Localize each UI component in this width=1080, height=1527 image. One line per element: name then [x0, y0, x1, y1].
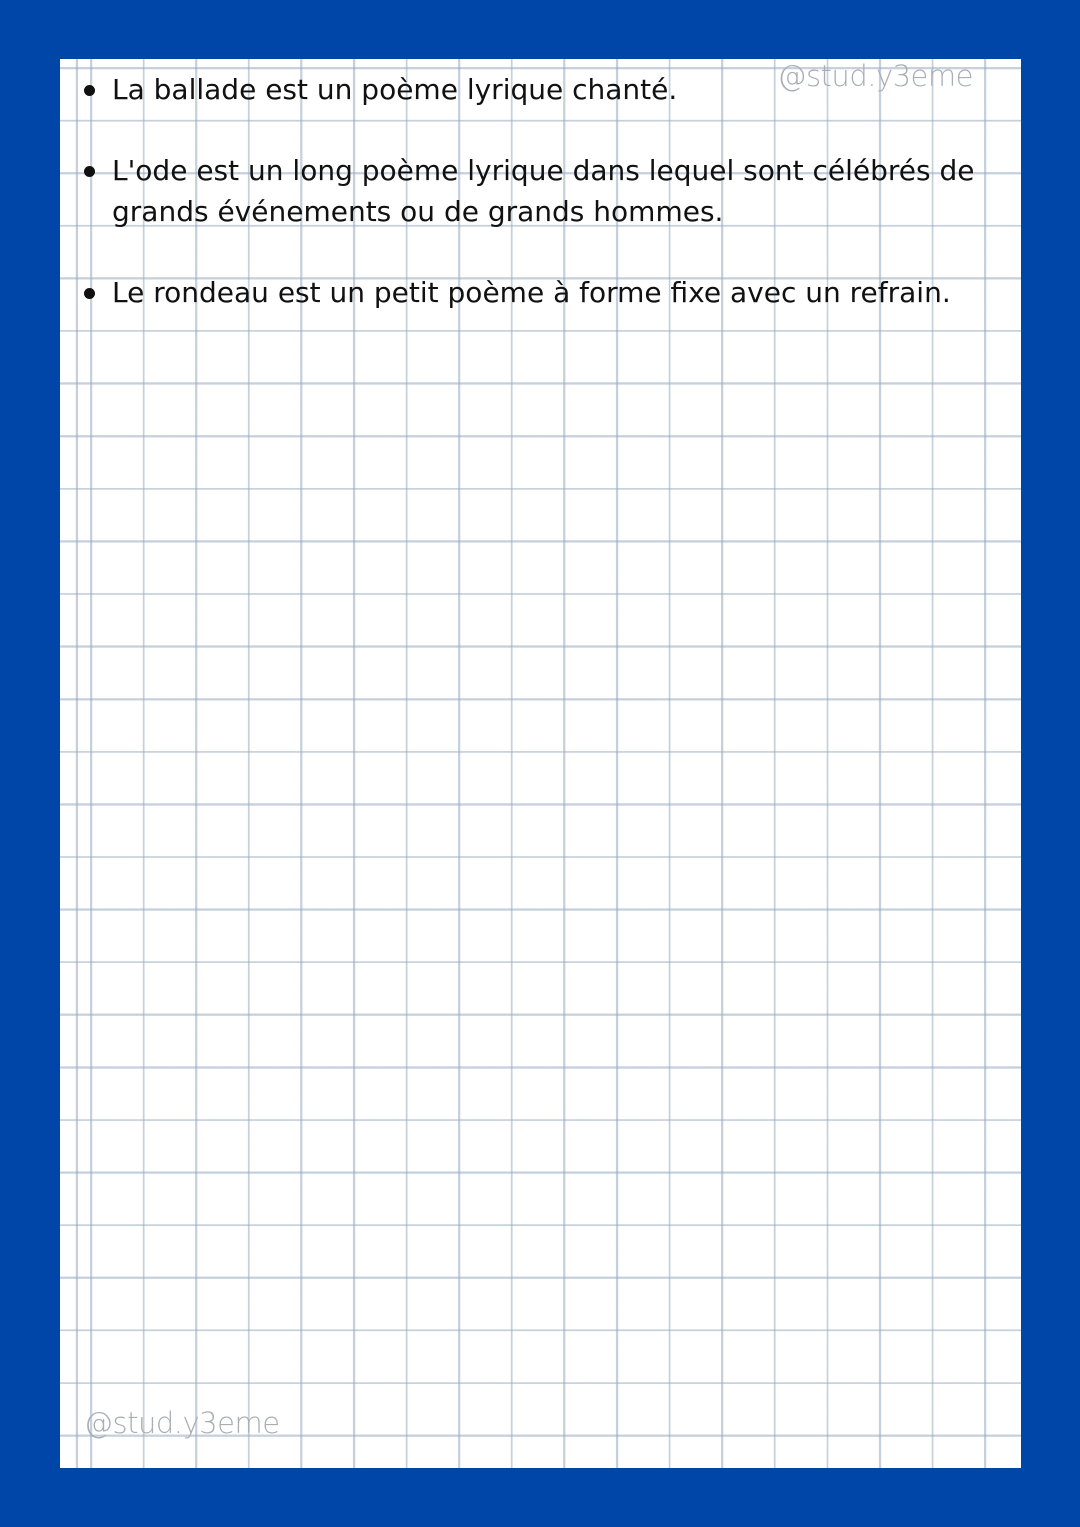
list-item-text: L'ode est un long poème lyrique dans lequel sont célébrés de grands événements ou de grands hommes. — [112, 154, 975, 228]
watermark-bottom: @stud.y3eme — [84, 1406, 280, 1440]
list-item — [80, 272, 980, 313]
bullet-list — [80, 69, 980, 353]
list-item — [80, 69, 980, 110]
watermark-top: @stud.y3eme — [777, 59, 973, 93]
bullet-icon — [84, 166, 95, 177]
list-item — [80, 150, 980, 232]
list-item-text: Le rondeau est un petit poème à forme fixe avec un refrain. — [112, 276, 951, 309]
bullet-icon — [84, 85, 95, 96]
bullet-icon — [84, 288, 95, 299]
list-item-text: La ballade est un poème lyrique chanté. — [112, 73, 678, 106]
grid-paper-sheet — [60, 59, 1021, 1468]
